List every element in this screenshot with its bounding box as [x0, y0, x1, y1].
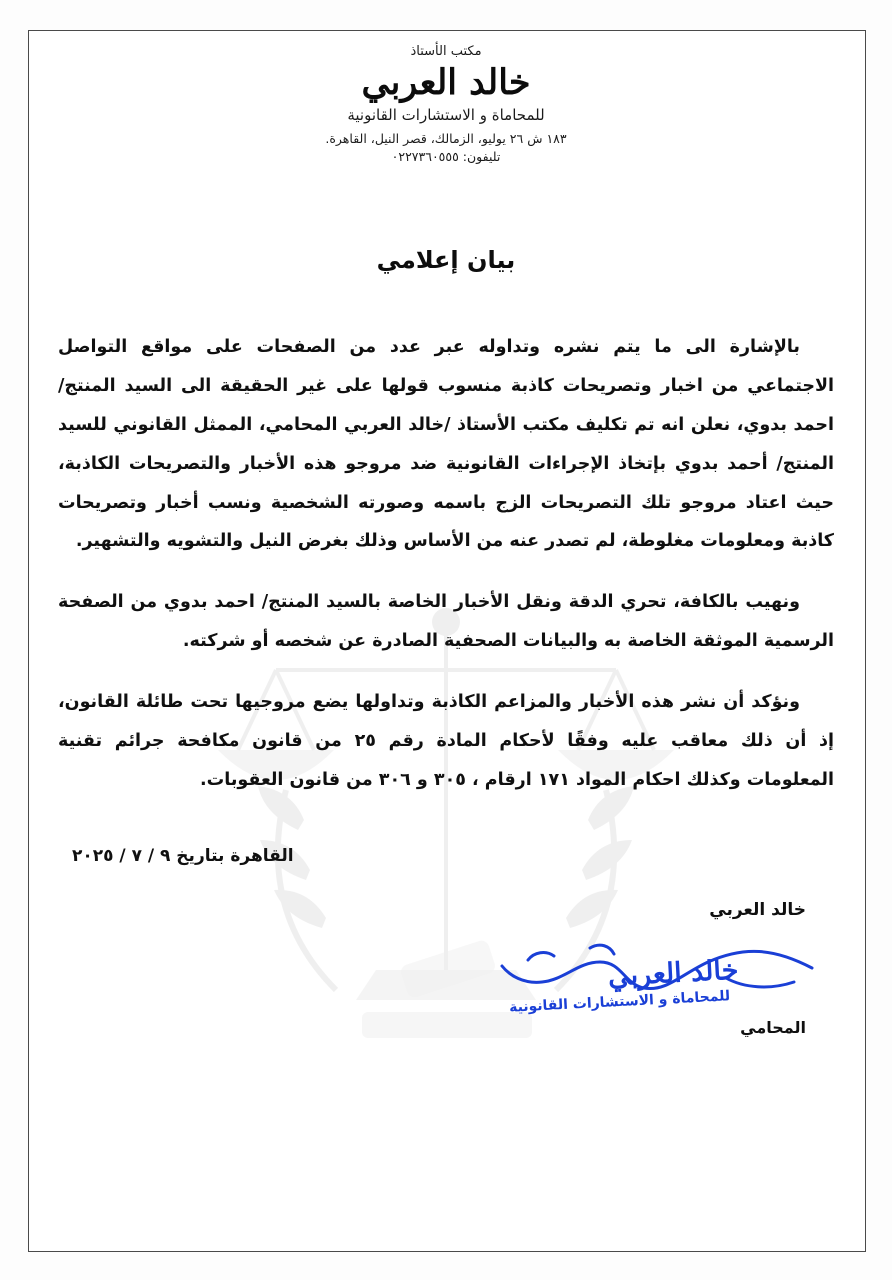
- signatory-name: خالد العربي: [709, 899, 806, 920]
- paragraph-3: ونؤكد أن نشر هذه الأخبار والمزاعم الكاذبة وتداولها يضع مروجيها تحت طائلة القانون، إذ أن ذلك معاقب عليه وفقًا لأحكام المادة رقم ٢٥ من قانون مكافحة جرائم تقنية المعلومات وكذلك احكام المواد ١٧١ ارقام ، ٣٠٥ و ٣٠٦ من قانون العقوبات.: [58, 692, 834, 790]
- letterhead: [58, 0, 834, 164]
- body-text: [58, 328, 834, 799]
- letterhead-phone: تليفون: ٠٢٢٧٣٦٠٥٥٥: [391, 149, 501, 165]
- signature-block: [58, 900, 834, 1050]
- signature-firm-script: للمحاماة و الاستشارات القانونية: [508, 987, 731, 1016]
- signature-name-script: خالد العربي: [606, 954, 739, 992]
- letterhead-pretitle: مكتب الأستاذ: [410, 44, 482, 59]
- page-title: بيان إعلامي: [376, 246, 516, 275]
- date-line: القاهرة بتاريخ ٩ / ٧ / ٢٠٢٥: [72, 845, 294, 866]
- letterhead-address: ١٨٣ ش ٢٦ يوليو، الزمالك، قصر النيل، القاهرة.: [325, 131, 567, 147]
- signatory-role: المحامي: [740, 1017, 806, 1037]
- paragraph-1: بالإشارة الى ما يتم نشره وتداوله عبر عدد من الصفحات على مواقع التواصل الاجتماعي من اخبار وتصريحات كاذبة منسوب قولها على غير الحقيقة الى السيد المنتج/ احمد بدوي، نعلن انه تم تكليف مكتب الأستاذ /خالد العربي المحامي، الممثل القانوني للسيد المنتج/ أحمد بدوي بإتخاذ الإجراءات القانونية ضد مروجو هذه الأخبار والتصريحات الكاذبة، حيث اعتاد مروجو تلك التصريحات الزج باسمه وصورته الشخصية ونسب أخبار وتصريحات كاذبة ومعلومات مغلوطة، لم تصدر عنه من الأساس وذلك بغرض النيل والتشويه والتشهير.: [58, 337, 834, 552]
- letterhead-firm-name: خالد العربي: [361, 62, 531, 103]
- paragraph-2: ونهيب بالكافة، تحري الدقة ونقل الأخبار الخاصة بالسيد المنتج/ احمد بدوي من الصفحة الرسمية الموثقة الخاصة به والبيانات الصحفية الصادرة عن شخصه أو شركته.: [58, 592, 834, 652]
- letterhead-subtitle: للمحاماة و الاستشارات القانونية: [347, 106, 545, 125]
